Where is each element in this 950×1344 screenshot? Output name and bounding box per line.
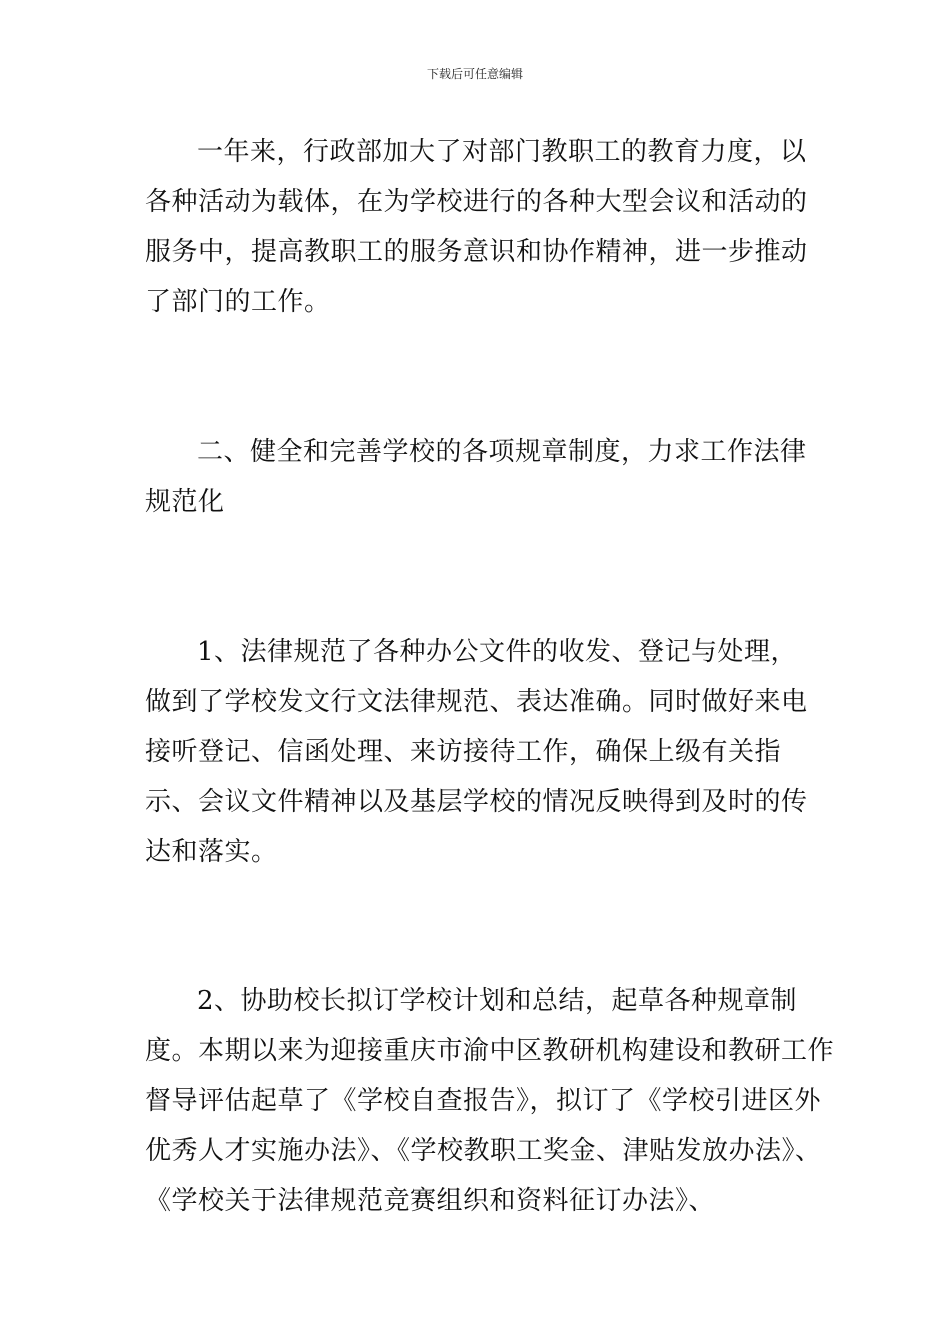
paragraph-department-education: 一年来，行政部加大了对部门教职工的教育力度，以各种活动为载体，在为学校进行的各种大型会议和活动的服务中，提高教职工的服务意识和协作精神，进一步推动了部门的工作。 [145,137,808,317]
paragraph-item-1: 1、法律规范了各种办公文件的收发、登记与处理，做到了学校发文行文法律规范、表达准确。同时做好来电接听登记、信函处理、来访接待工作，确保上级有关指示、会议文件精神以及基层学校的情况反映得到及时的传达和落实。 [145,637,808,867]
section-heading-regulations: 二、健全和完善学校的各项规章制度，力求工作法律规范化 [145,437,807,517]
paragraph-item-2: 2、协助校长拟订学校计划和总结，起草各种规章制度。本期以来为迎接重庆市渝中区教研机构建设和教研工作督导评估起草了《学校自查报告》，拟订了《学校引进区外优秀人才实施办法》、《学校教职工奖金、津贴发放办法》、《学校关于法律规范竞赛组织和资料征订办法》、 [145,986,835,1216]
page-header-note: 下载后可任意编辑 [426,67,523,81]
